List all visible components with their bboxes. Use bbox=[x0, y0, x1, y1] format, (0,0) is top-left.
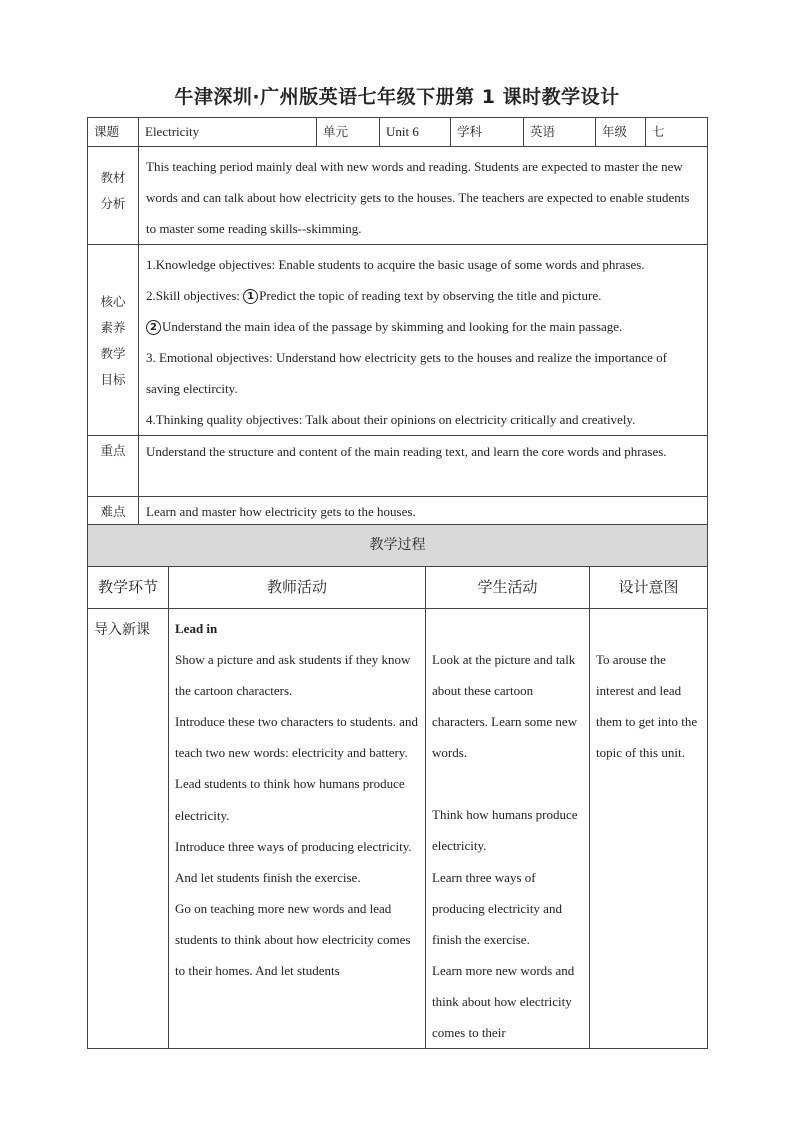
topic-value: Electricity bbox=[139, 118, 317, 147]
unit-value: Unit 6 bbox=[380, 118, 451, 147]
stage-cell: 导入新课 bbox=[88, 609, 169, 1049]
student-activity-3: Learn three ways of producing electricity and finish the exercise. bbox=[432, 869, 562, 947]
student-activity-cell bbox=[426, 609, 590, 1049]
objectives-label-line-1: 核心 bbox=[100, 294, 126, 309]
teacher-activity-4: Introduce three ways of producing electricity. And let students finish the exercise. bbox=[175, 838, 412, 885]
info-row bbox=[88, 118, 708, 147]
circled-number-one: 1 bbox=[243, 289, 258, 304]
analysis-label bbox=[88, 147, 139, 245]
key-points-label-text: 重点 bbox=[100, 443, 126, 458]
key-points-row bbox=[88, 436, 708, 497]
objectives-label-line-3: 教学 bbox=[100, 346, 126, 361]
header-student: 学生活动 bbox=[426, 567, 590, 609]
header-stage: 教学环节 bbox=[88, 567, 169, 609]
design-purpose: To arouse the interest and lead them to get into the topic of this unit. bbox=[596, 652, 698, 761]
circled-number-two: 2 bbox=[146, 320, 161, 335]
process-banner-row bbox=[88, 525, 708, 567]
analysis-label-line-1: 教材 bbox=[100, 170, 126, 185]
student-activity-2: Think how humans produce electricity. bbox=[432, 807, 578, 854]
key-points-text: Understand the structure and content of the main reading text, and learn the core words and phrases. bbox=[139, 436, 708, 497]
difficult-points-label-text: 难点 bbox=[100, 504, 126, 519]
skill-objective-1: Predict the topic of reading text by observing the title and picture. bbox=[259, 288, 602, 303]
subject-label: 学科 bbox=[451, 118, 524, 147]
process-header-row bbox=[88, 567, 708, 609]
student-activity-4: Learn more new words and think about how electricity comes to their bbox=[432, 962, 575, 1041]
analysis-row bbox=[88, 147, 708, 245]
objectives-content bbox=[139, 245, 708, 436]
skill-objective-prefix: 2.Skill objectives: bbox=[146, 288, 244, 303]
teacher-activity-3: Lead students to think how humans produce electricity. bbox=[175, 776, 405, 823]
teaching-process-table bbox=[87, 524, 708, 1049]
grade-value: 七 bbox=[646, 118, 708, 147]
grade-label: 年级 bbox=[596, 118, 646, 147]
subject-value: 英语 bbox=[524, 118, 596, 147]
skill-objective-2: Understand the main idea of the passage by skimming and looking for the main passage. bbox=[162, 319, 623, 334]
header-purpose: 设计意图 bbox=[590, 567, 708, 609]
teacher-activity-cell bbox=[169, 609, 426, 1049]
teacher-activity-1: Show a picture and ask students if they know the cartoon characters. bbox=[175, 652, 411, 699]
objectives-label bbox=[88, 245, 139, 436]
skill-objective bbox=[146, 280, 700, 311]
objectives-row bbox=[88, 245, 708, 436]
thinking-objective: 4.Thinking quality objectives: Talk about their opinions on electricity critically and creatively. bbox=[146, 412, 636, 427]
process-banner: 教学过程 bbox=[88, 525, 708, 567]
objectives-label-line-4: 目标 bbox=[100, 372, 126, 387]
lead-in-heading: Lead in bbox=[175, 621, 218, 636]
knowledge-objective: 1.Knowledge objectives: Enable students to acquire the basic usage of some words and phrases. bbox=[146, 257, 645, 272]
key-points-label bbox=[88, 436, 139, 497]
analysis-label-line-2: 分析 bbox=[100, 196, 126, 211]
objectives-label-line-2: 素养 bbox=[100, 320, 126, 335]
document-title: 牛津深圳·广州版英语七年级下册第 1 课时教学设计 bbox=[174, 86, 620, 108]
purpose-cell bbox=[590, 609, 708, 1049]
process-body-row bbox=[88, 609, 708, 1049]
emotional-objective: 3. Emotional objectives: Understand how electricity gets to the houses and realize the importance of saving electircity. bbox=[146, 350, 667, 396]
topic-label: 课题 bbox=[88, 118, 139, 147]
difficult-points-text: Learn and master how electricity gets to the houses. bbox=[139, 497, 708, 529]
analysis-text: This teaching period mainly deal with new words and reading. Students are expected to master the new words and can talk about how electricity gets to the houses. The teachers are expected to enable students to master some reading skills--skimming. bbox=[139, 147, 708, 245]
unit-label: 单元 bbox=[317, 118, 380, 147]
header-teacher: 教师活动 bbox=[169, 567, 426, 609]
teacher-activity-5: Go on teaching more new words and lead students to think about how electricity comes to their homes. And let students bbox=[175, 900, 411, 979]
skill-objective-2-line bbox=[146, 311, 700, 342]
lesson-info-table bbox=[87, 117, 708, 529]
student-activity-1: Look at the picture and talk about these cartoon characters. Learn some new words. bbox=[432, 652, 578, 761]
teacher-activity-2: Introduce these two characters to students. and teach two new words: electricity and battery. bbox=[175, 714, 418, 761]
